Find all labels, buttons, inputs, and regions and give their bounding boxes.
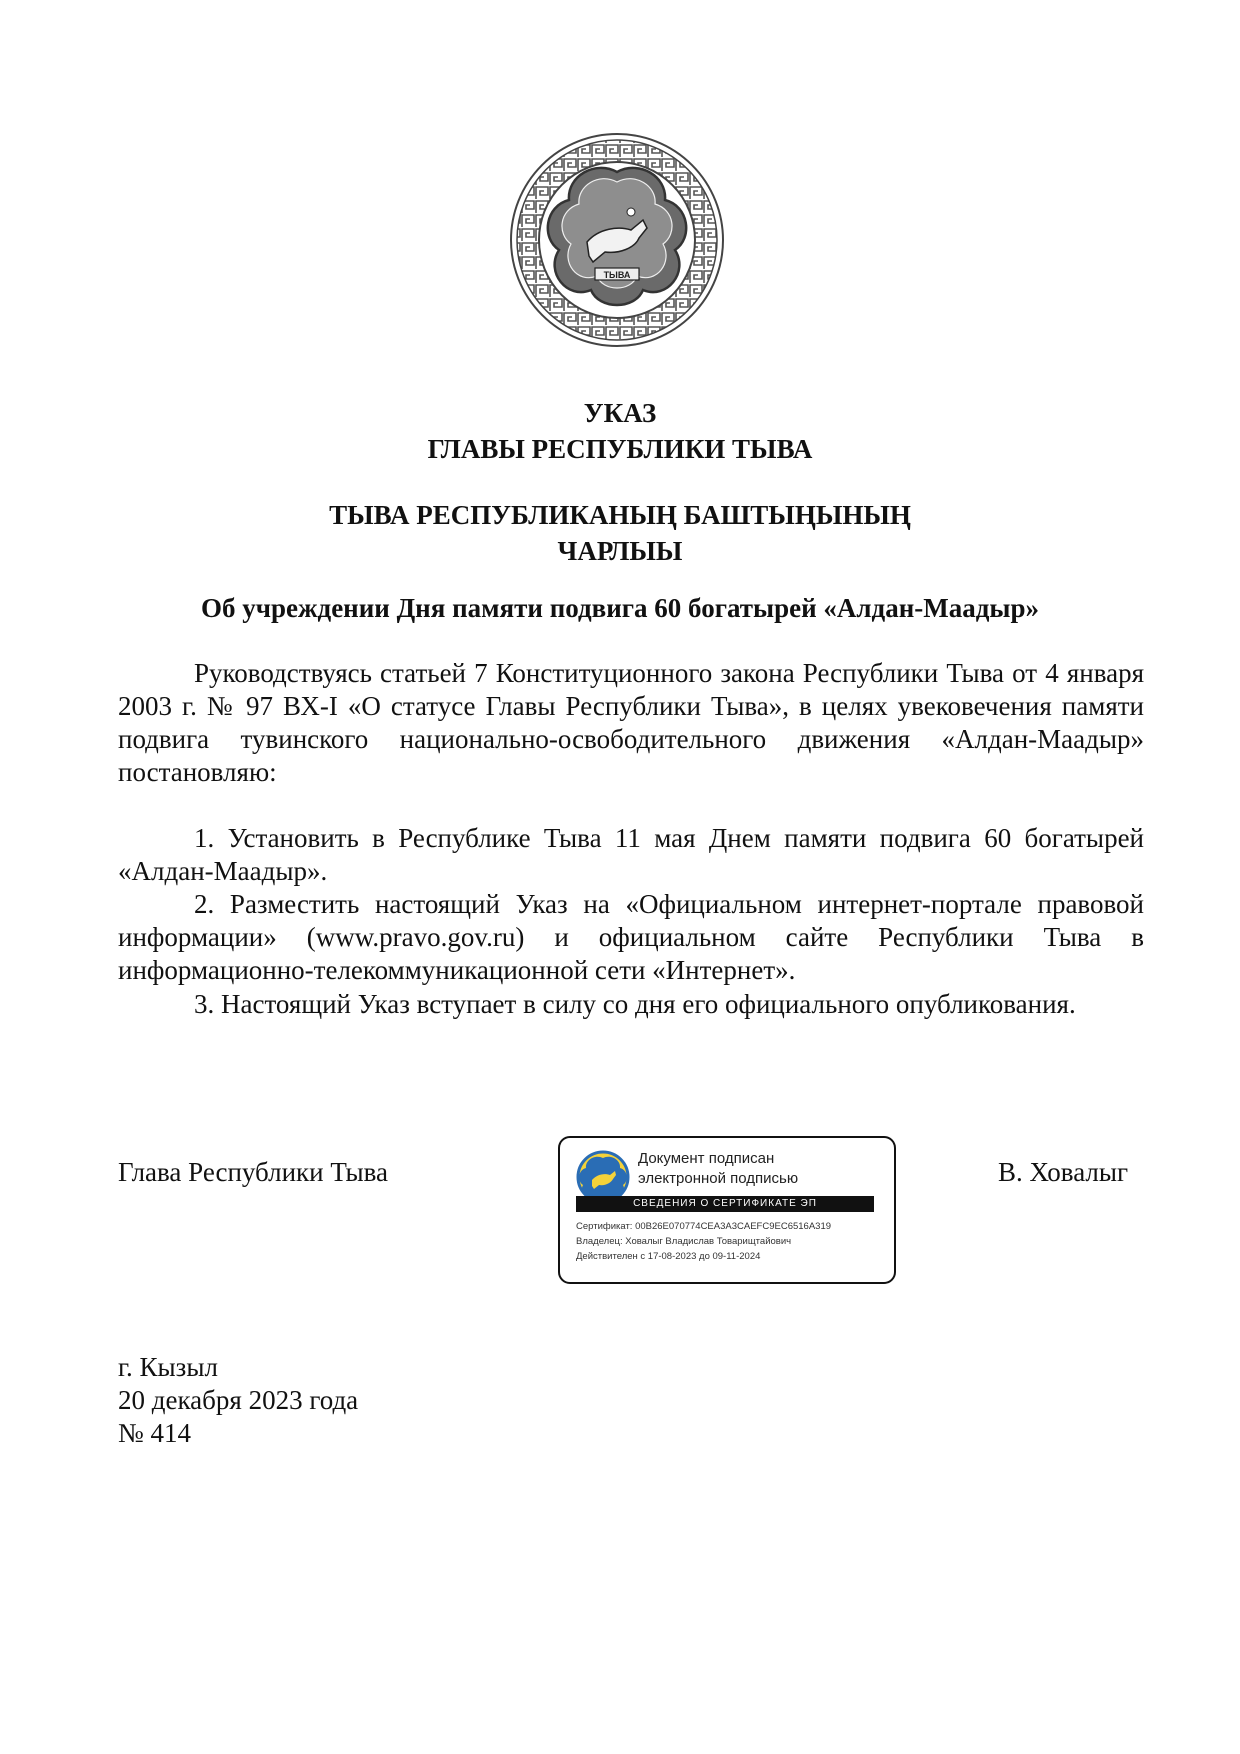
- title-ru-line-1: УКАЗ: [583, 398, 657, 428]
- signer-position: Глава Республики Тыва: [118, 1157, 389, 1187]
- stamp-heading-line-2: электронной подписью: [638, 1170, 799, 1187]
- electronic-signature-stamp: [558, 1136, 896, 1284]
- preamble-paragraph: Руководствуясь статьей 7 Конституционного закона Республики Тыва от 4 января 2003 г. № 97 ВХ-I «О статусе Главы Республики Тыва», в целях увековечения памяти подвига тувинского национально-освободительного движения «Алдан-Маадыр» постановляю:: [118, 658, 1144, 787]
- clause-3: 3. Настоящий Указ вступает в силу со дня его официального опубликования.: [194, 989, 1076, 1019]
- title-ru-line-2: ГЛАВЫ РЕСПУБЛИКИ ТЫВА: [427, 434, 813, 464]
- certificate-number: Сертификат: 00B26E070774CEA3A3CAEFC9EC6516A319: [576, 1221, 832, 1232]
- certificate-info-bar: СВЕДЕНИЯ О СЕРТИФИКАТЕ ЭП: [576, 1196, 874, 1212]
- document-title: [0, 395, 1240, 467]
- clause-2: 2. Разместить настоящий Указ на «Официальном интернет-портале правовой информации» (www.pravo.gov.ru) и официальном сайте Республики Тыва в информационно-телекоммуникационной сети «Интернет».: [118, 889, 1144, 985]
- clause-1: 1. Установить в Республике Тыва 11 мая Днем памяти подвига 60 богатырей «Алдан-Маадыр».: [118, 823, 1144, 886]
- title-tyv-line-2: ЧАРЛЫЫ: [557, 536, 683, 566]
- document-subject: Об учреждении Дня памяти подвига 60 богатырей «Алдан-Маадыр»: [200, 593, 1039, 623]
- stamp-heading: [638, 1149, 798, 1189]
- signer-name: В. Ховалыг: [998, 1157, 1129, 1187]
- title-tyv-line-1: ТЫВА РЕСПУБЛИКАНЫҢ БАШТЫҢЫНЫҢ: [329, 500, 911, 530]
- tuva-coat-of-arms-icon: [507, 130, 727, 350]
- certificate-owner: Владелец: Ховалыг Владислав Товарищтайович: [576, 1236, 792, 1247]
- document-number: № 414: [118, 1418, 192, 1448]
- certificate-validity: Действителен с 17-08-2023 до 09-11-2024: [576, 1251, 761, 1262]
- document-footer: [118, 1351, 358, 1450]
- date-of-signing: 20 декабря 2023 года: [118, 1385, 359, 1415]
- stamp-heading-line-1: Документ подписан: [638, 1150, 775, 1167]
- svg-text:ТЫВА: ТЫВА: [603, 270, 631, 280]
- place-of-signing: г. Кызыл: [118, 1352, 218, 1382]
- document-title-tyvan: [0, 497, 1240, 569]
